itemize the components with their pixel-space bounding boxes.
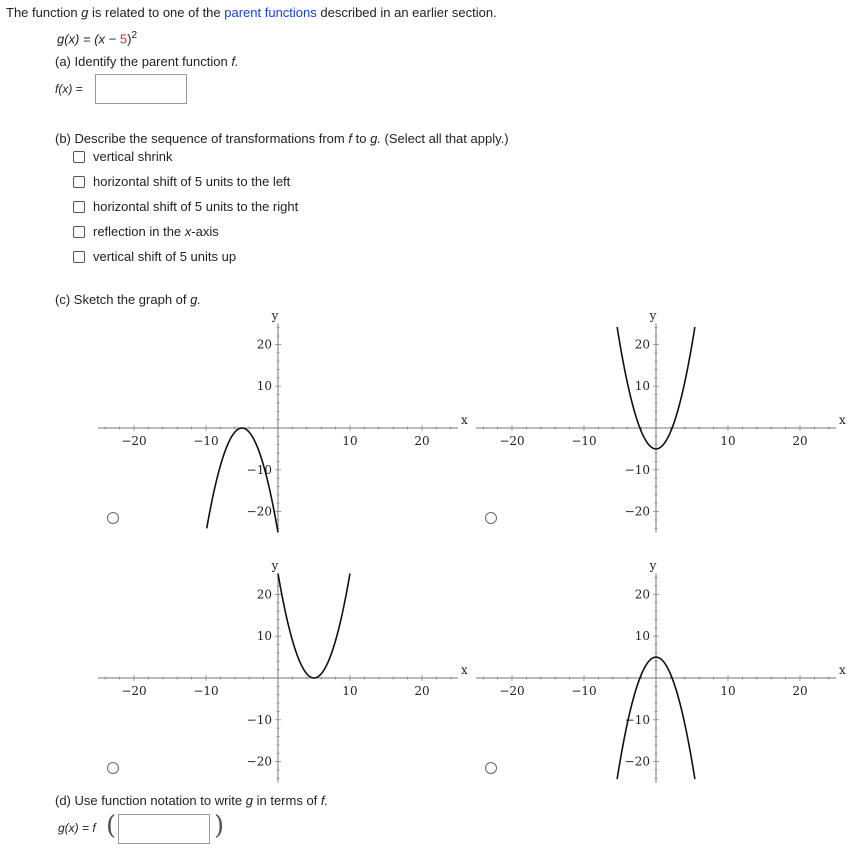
option-shift-right-label: horizontal shift of 5 units to the right (93, 199, 299, 214)
y-tick-label: 20 (256, 337, 272, 352)
y-axis-label: y (271, 308, 279, 323)
y-tick-label: 10 (256, 379, 272, 394)
x-tick-label: 10 (342, 434, 358, 448)
y-tick-label: 20 (634, 587, 650, 602)
part-d-field-label: g(x) = f (58, 821, 96, 835)
part-d-prompt (55, 793, 328, 808)
y-axis-label: y (649, 308, 657, 323)
y-tick-label: −10 (624, 462, 650, 477)
x-tick-label: 20 (792, 434, 808, 448)
part-a-prompt-var: f. (231, 54, 239, 69)
option-vertical-shrink-label: vertical shrink (93, 149, 173, 164)
y-tick-label: −10 (624, 712, 650, 727)
y-tick-label: −20 (624, 754, 650, 769)
part-a-field-label: f(x) = (55, 82, 83, 96)
x-axis-label: x (461, 663, 468, 677)
x-tick-label: 10 (342, 684, 358, 698)
y-tick-label: 10 (634, 629, 650, 644)
y-axis-label: y (271, 558, 279, 573)
part-b-prompt-f: f (348, 131, 352, 146)
x-axis-label: x (839, 663, 846, 677)
y-tick-label: 10 (256, 629, 272, 644)
option-shift-left-label: horizontal shift of 5 units to the left (93, 174, 291, 189)
part-d-answer-input[interactable] (118, 814, 210, 844)
x-tick-label: 10 (720, 684, 736, 698)
part-d-prompt-tail: in terms of (253, 793, 321, 808)
x-tick-label: 20 (414, 434, 430, 448)
intro-g-var: g (81, 5, 89, 20)
x-tick-label: 20 (792, 684, 808, 698)
x-tick-label: −20 (121, 684, 147, 698)
part-b-prompt-text: (b) Describe the sequence of transformations from (55, 131, 349, 146)
x-tick-label: −10 (571, 684, 597, 698)
x-tick-label: −10 (193, 434, 219, 448)
equation-lhs: g(x) = (x − (57, 31, 120, 47)
x-tick-label: 10 (720, 434, 736, 448)
part-d-prompt-text: (d) Use function notation to write (55, 793, 246, 808)
x-tick-label: 20 (414, 684, 430, 698)
y-tick-label: −10 (246, 712, 272, 727)
equation-rhs: ) (127, 31, 132, 47)
intro-suffix: described in an earlier section. (316, 5, 497, 20)
part-c-prompt-text: (c) Sketch the graph of (55, 292, 191, 307)
x-tick-label: −10 (571, 434, 597, 448)
parent-functions-link[interactable]: parent functions (224, 5, 317, 20)
equation-exponent: 2 (131, 30, 137, 41)
x-tick-label: −20 (499, 684, 525, 698)
x-axis-label: x (461, 413, 468, 427)
x-tick-label: −20 (499, 434, 525, 448)
part-b-prompt-g: g. (370, 131, 381, 146)
part-c-prompt-var: g. (190, 292, 201, 307)
part-d-close-paren: ) (214, 811, 225, 841)
x-tick-label: −20 (121, 434, 147, 448)
part-b-prompt-tail: (Select all that apply.) (380, 131, 509, 146)
intro-prefix: The function (6, 5, 82, 20)
part-d-prompt-var: g (245, 793, 253, 808)
option-reflection-var: x (184, 224, 192, 239)
option-reflection-tail: -axis (191, 224, 219, 239)
part-d-open-paren: ( (106, 811, 117, 841)
y-axis-label: y (649, 558, 657, 573)
y-tick-label: 20 (634, 337, 650, 352)
part-a-prompt-text: (a) Identify the parent function (55, 54, 232, 69)
y-tick-label: 20 (256, 587, 272, 602)
y-tick-label: −20 (624, 504, 650, 519)
part-b-prompt-to: to (351, 131, 371, 146)
x-axis-label: x (839, 413, 846, 427)
intro-middle: is related to one of the (88, 5, 225, 20)
option-reflection-text: reflection in the (93, 224, 185, 239)
part-d-prompt-f: f. (320, 793, 329, 808)
y-tick-label: −20 (246, 754, 272, 769)
y-tick-label: −10 (246, 462, 272, 477)
y-tick-label: 10 (634, 379, 650, 394)
y-tick-label: −20 (246, 504, 272, 519)
option-vertical-shift-up-label: vertical shift of 5 units up (93, 249, 237, 264)
equation-highlight: 5 (119, 31, 128, 47)
x-tick-label: −10 (193, 684, 219, 698)
